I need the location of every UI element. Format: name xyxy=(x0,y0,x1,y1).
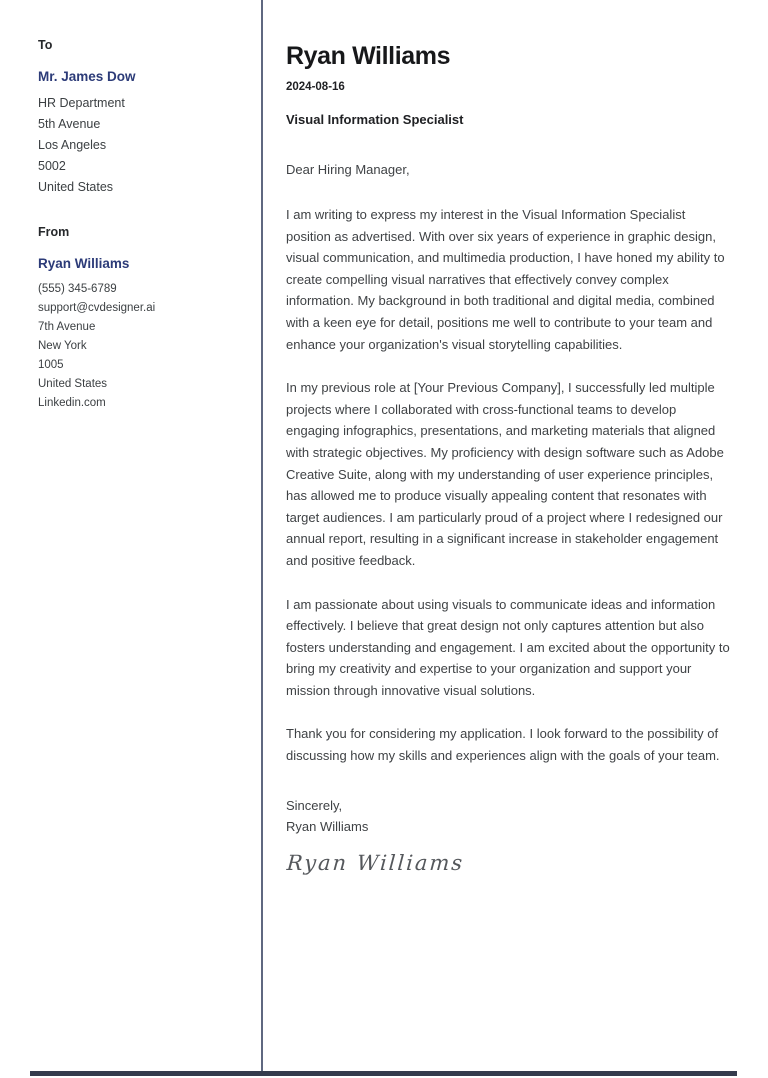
vertical-divider xyxy=(261,0,263,1071)
letter-job-title: Visual Information Specialist xyxy=(286,112,464,127)
letter-author-heading: Ryan Williams xyxy=(286,42,451,70)
from-label: From xyxy=(38,225,70,239)
sender-phone: (555) 345-6789 xyxy=(38,283,117,295)
to-label: To xyxy=(38,38,53,52)
sender-name: Ryan Williams xyxy=(38,256,130,271)
recipient-name: Mr. James Dow xyxy=(38,69,136,84)
paragraph-passion: I am passionate about using visuals to communicate ideas and information effectively. I believe that great design not only captures attention but also fosters understanding and engagement. I am excited about the opportunity to bring my creativity and expertise to your organization and support your mission through innovative visual solutions. xyxy=(286,596,730,698)
recipient-street: 5th Avenue xyxy=(38,117,101,131)
sender-linkedin: Linkedin.com xyxy=(38,397,106,409)
paragraph-experience: In my previous role at [Your Previous Company], I successfully led multiple projects where I collaborated with cross-functional teams to develop engaging infographics, presentations, and marketing materials that aligned with strategic objectives. My proficiency with design software such as Adobe Creative Suite, along with my understanding of user experience principles, has allowed me to produce visually appealing content that resonates with target audiences. I am particularly proud of a project where I redesigned our annual report, resulting in a significant increase in stakeholder engagement and positive feedback. xyxy=(286,380,724,568)
recipient-country: United States xyxy=(38,180,114,194)
recipient-city: Los Angeles xyxy=(38,138,107,152)
sender-section xyxy=(38,225,248,413)
sender-street: 7th Avenue xyxy=(38,321,96,333)
sidebar xyxy=(38,38,248,413)
closing-name: Ryan Williams xyxy=(286,819,369,835)
paragraph-intro: I am writing to express my interest in the Visual Information Specialist position as advertised. With over six years of experience in graphic design, visual communication, and multimedia production, I have honed my ability to create compelling visual narratives that effectively convey complex information. My background in both traditional and digital media, combined with a keen eye for detail, positions me well to contribute to your team and enhance your organization's visual storytelling capabilities. xyxy=(286,207,725,352)
sender-city: New York xyxy=(38,340,87,352)
recipient-department: HR Department xyxy=(38,96,125,110)
letter-date: 2024-08-16 xyxy=(286,81,345,93)
sender-zip: 1005 xyxy=(38,359,64,371)
closing-block xyxy=(286,795,732,838)
sender-email: support@cvdesigner.ai xyxy=(38,302,156,314)
recipient-zip: 5002 xyxy=(38,159,66,173)
footer-accent-bar xyxy=(30,1071,737,1076)
sender-country: United States xyxy=(38,378,108,390)
recipient-section xyxy=(38,38,248,198)
salutation: Dear Hiring Manager, xyxy=(286,162,410,177)
handwritten-signature: Ryan Williams xyxy=(286,850,466,875)
paragraph-thanks: Thank you for considering my application. I look forward to the possibility of discussing how my skills and experiences align with the goals of your team. xyxy=(286,726,720,764)
closing-salutation: Sincerely, xyxy=(286,797,343,813)
letter-body xyxy=(286,42,732,875)
